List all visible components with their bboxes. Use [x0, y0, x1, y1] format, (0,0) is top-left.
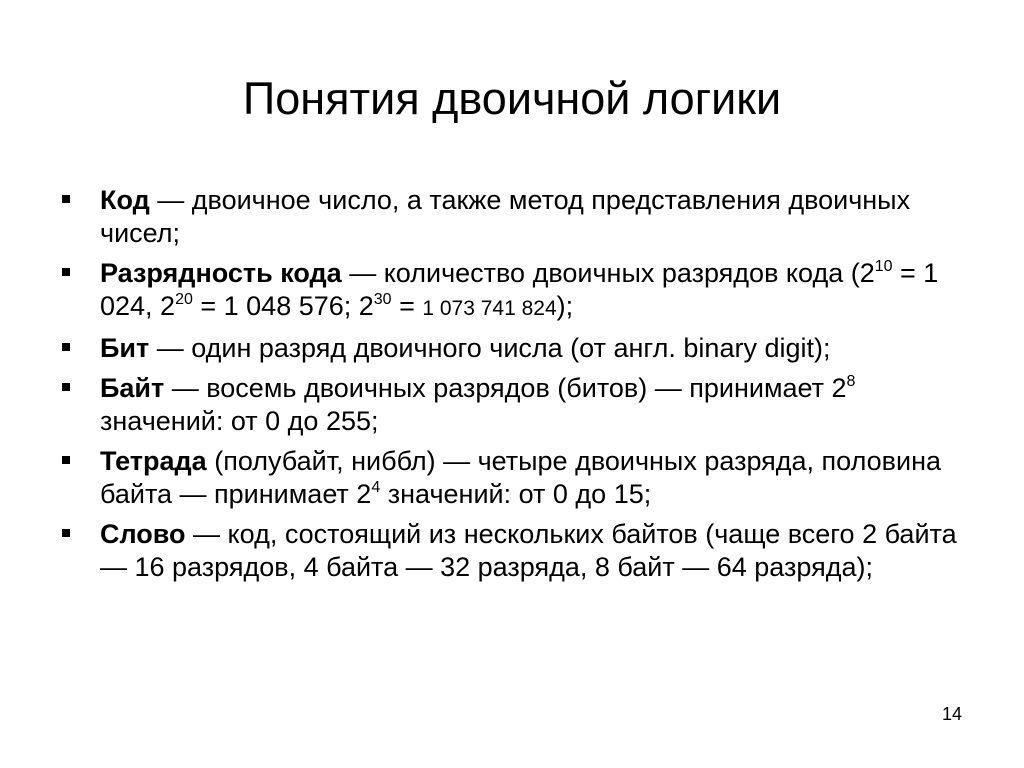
definition-bit: — один разряд двоичного числа (от англ. binary digit); [149, 333, 831, 363]
term-nibble: Тетрада [100, 446, 207, 476]
term-code: Код [100, 185, 150, 215]
square-bullet-icon [62, 343, 70, 351]
square-bullet-icon [62, 195, 70, 203]
definition-code: — двоичное число, а также метод представления двоичных чисел; [100, 185, 911, 248]
bullet-item-word [62, 518, 962, 584]
definition-code-width-part-d: = [391, 291, 423, 321]
bullet-item-byte [62, 372, 962, 438]
bullet-item-bit [62, 332, 962, 365]
definition-code-width-part-c: = 1 048 576; 2 [192, 291, 374, 321]
square-bullet-icon [62, 383, 70, 391]
definition-code-width-part-e: ); [556, 291, 574, 321]
page-number: 14 [941, 704, 962, 724]
definition-byte-part-b: значений: от 0 до 255; [100, 406, 379, 436]
definition-code-width-part-b: = 1 024, 2 [100, 258, 939, 321]
exponent-10: 10 [874, 258, 893, 275]
exponent-8: 8 [846, 373, 856, 390]
slide-title: Понятия двоичной логики [242, 73, 782, 124]
square-bullet-icon [62, 268, 70, 276]
exponent-30: 30 [373, 291, 392, 308]
exponent-4: 4 [371, 479, 381, 496]
definition-code-width-small-number: 1 073 741 824 [422, 297, 557, 320]
term-byte: Байт [100, 373, 165, 403]
term-code-width: Разрядность кода [100, 258, 342, 288]
term-bit: Бит [100, 333, 150, 363]
definition-word: — код, состоящий из нескольких байтов (чаще всего 2 байта — 16 разрядов, 4 байта — 32 разряда, 8 байт — 64 разряда); [100, 519, 957, 582]
bullet-item-code [62, 184, 962, 250]
bullet-item-code-width [62, 257, 962, 325]
definition-byte-part-a: — восемь двоичных разрядов (битов) — принимает 2 [164, 373, 847, 403]
bullet-list [62, 184, 962, 591]
definition-nibble-part-a: (полубайт, ниббл) — четыре двоичных разряда, половина байта — принимает 2 [100, 446, 942, 509]
definition-nibble-part-b: значений: от 0 до 15; [380, 479, 652, 509]
term-word: Слово [100, 519, 186, 549]
bullet-item-nibble [62, 445, 962, 511]
square-bullet-icon [62, 529, 70, 537]
definition-code-width-part-a: — количество двоичных разрядов кода (2 [341, 258, 875, 288]
square-bullet-icon [62, 456, 70, 464]
exponent-20: 20 [175, 291, 193, 308]
